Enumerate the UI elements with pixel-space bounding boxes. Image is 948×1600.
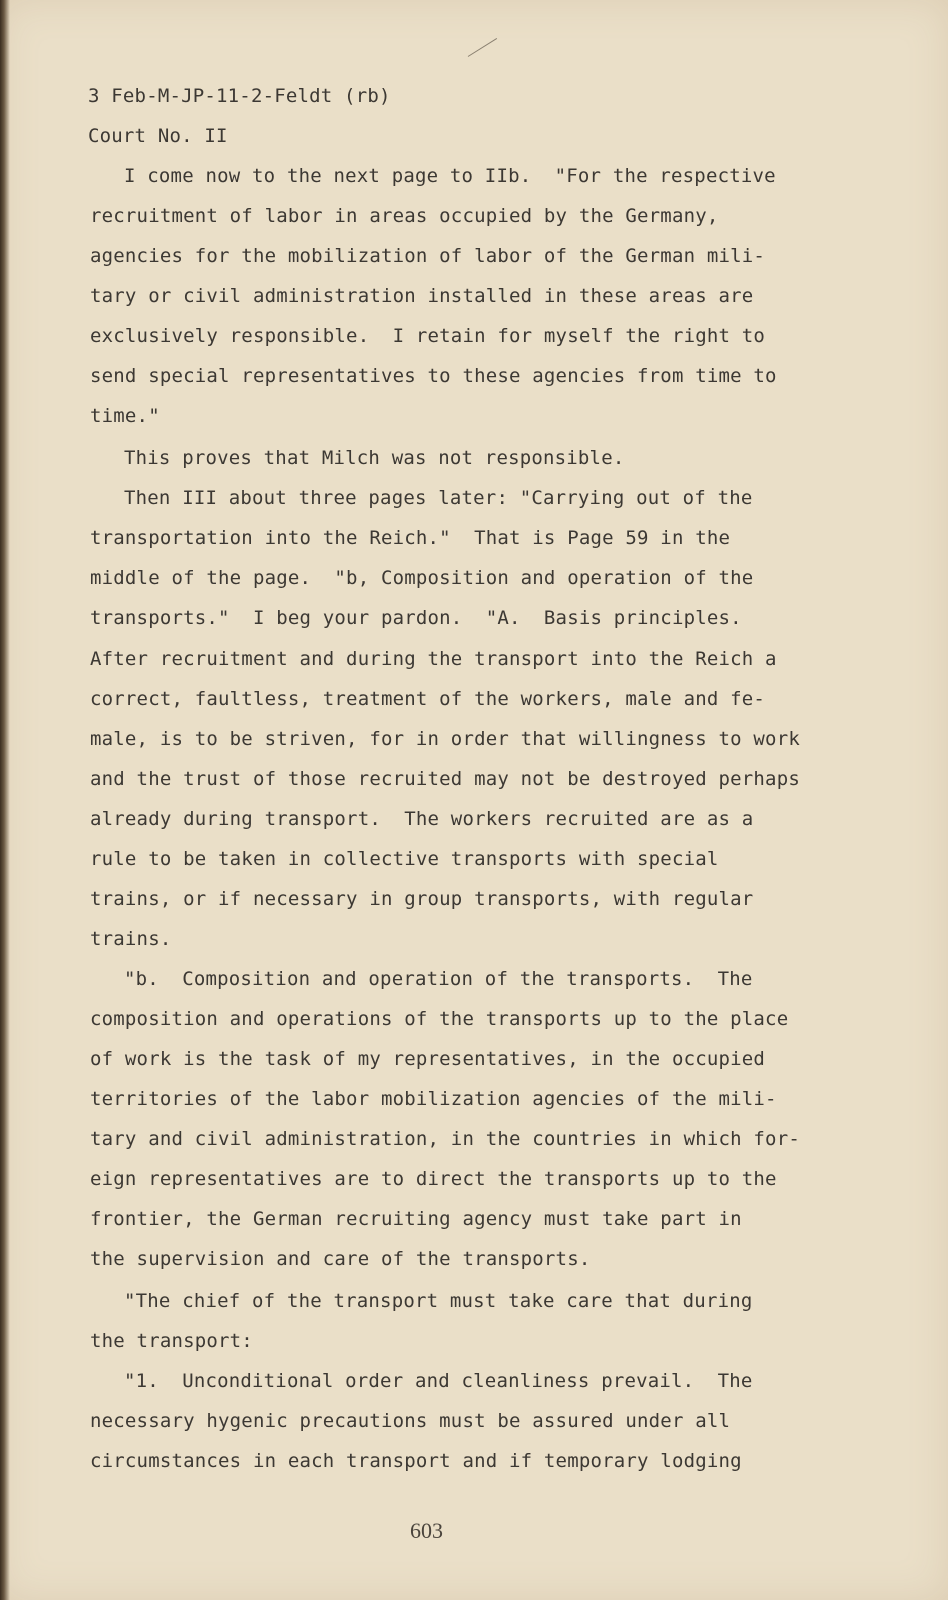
body-line: "1. Unconditional order and cleanliness prevail. The xyxy=(124,1370,753,1392)
body-line: male, is to be striven, for in order that willingness to work xyxy=(90,728,800,750)
court-number: Court No. II xyxy=(88,125,228,147)
body-line: recruitment of labor in areas occupied by the Germany, xyxy=(90,205,719,227)
binding-shadow xyxy=(0,0,10,1600)
body-line: This proves that Milch was not responsible. xyxy=(124,447,625,469)
body-line: composition and operations of the transports up to the place xyxy=(90,1008,789,1030)
pencil-mark xyxy=(468,38,497,57)
body-line: transports." I beg your pardon. "A. Basis principles. xyxy=(90,607,742,629)
body-line: send special representatives to these agencies from time to xyxy=(90,365,777,387)
body-line: Then III about three pages later: "Carrying out of the xyxy=(124,487,753,509)
body-line: territories of the labor mobilization agencies of the mili- xyxy=(90,1088,777,1110)
body-line: frontier, the German recruiting agency must take part in xyxy=(90,1208,742,1230)
body-line: already during transport. The workers recruited are as a xyxy=(90,808,754,830)
body-line: time." xyxy=(90,405,160,427)
page-number: 603 xyxy=(410,1518,443,1543)
body-line: I come now to the next page to IIb. "For the respective xyxy=(124,165,776,187)
body-line: circumstances in each transport and if temporary lodging xyxy=(90,1450,742,1472)
body-line: After recruitment and during the transport into the Reich a xyxy=(90,648,777,670)
body-line: correct, faultless, treatment of the workers, male and fe- xyxy=(90,688,766,710)
body-line: eign representatives are to direct the transports up to the xyxy=(90,1168,777,1190)
body-line: tary or civil administration installed in these areas are xyxy=(90,285,754,307)
body-line: agencies for the mobilization of labor of the German mili- xyxy=(90,245,766,267)
body-line: trains. xyxy=(90,928,172,950)
body-line: rule to be taken in collective transports with special xyxy=(90,848,719,870)
body-line: middle of the page. "b, Composition and operation of the xyxy=(90,567,754,589)
body-line: the supervision and care of the transports. xyxy=(90,1248,591,1270)
body-line: tary and civil administration, in the countries in which for- xyxy=(90,1128,800,1150)
body-line: transportation into the Reich." That is Page 59 in the xyxy=(90,527,731,549)
body-line: exclusively responsible. I retain for myself the right to xyxy=(90,325,766,347)
body-line: necessary hygenic precautions must be assured under all xyxy=(90,1410,731,1432)
body-line: trains, or if necessary in group transports, with regular xyxy=(90,888,754,910)
body-line: "b. Composition and operation of the transports. The xyxy=(124,968,753,990)
document-reference: 3 Feb-M-JP-11-2-Feldt (rb) xyxy=(88,85,391,107)
body-line: and the trust of those recruited may not be destroyed perhaps xyxy=(90,768,800,790)
body-line: "The chief of the transport must take care that during xyxy=(124,1290,753,1312)
body-line: of work is the task of my representatives, in the occupied xyxy=(90,1048,766,1070)
body-line: the transport: xyxy=(90,1330,253,1352)
